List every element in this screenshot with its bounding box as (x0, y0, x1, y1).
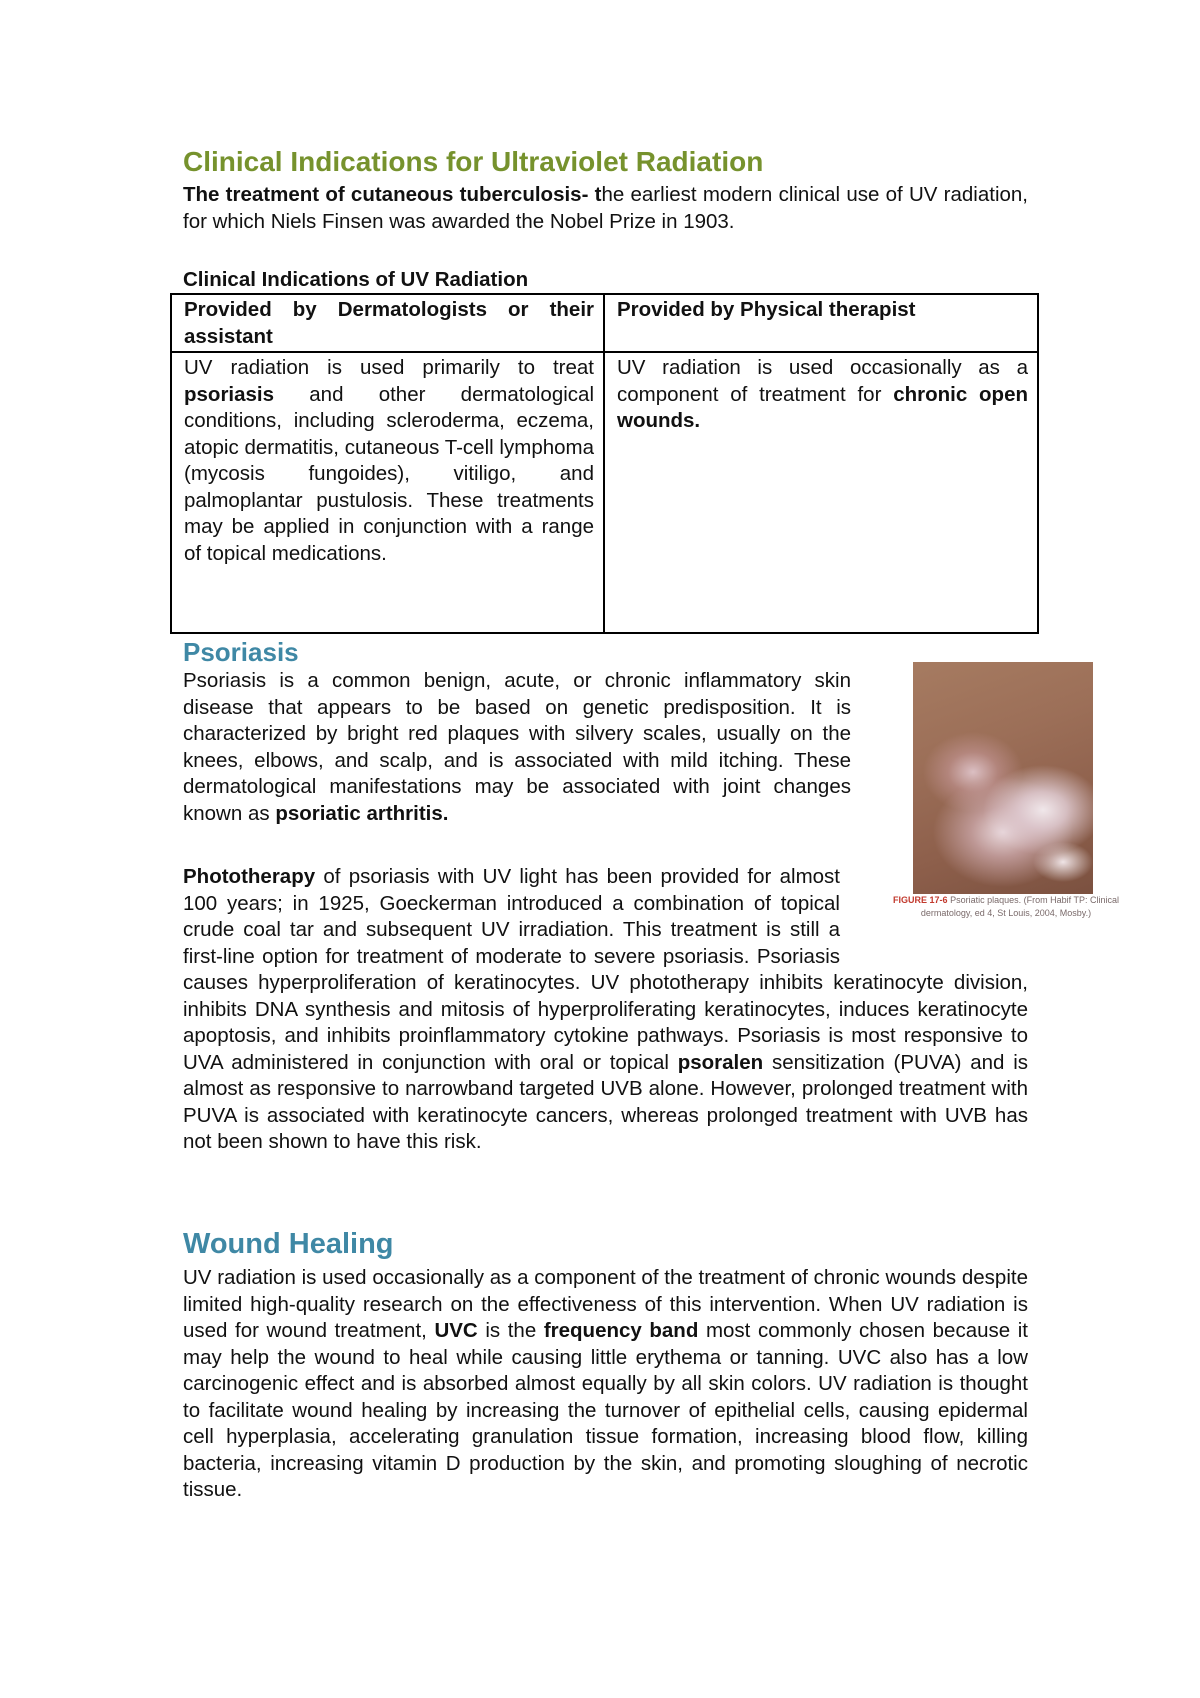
intro-lead: The treatment of cutaneous tuberculosis- t (183, 183, 602, 206)
wound-healing-heading: Wound Healing (183, 1228, 394, 1260)
figure-caption (886, 894, 1126, 920)
document-title: Clinical Indications for Ultraviolet Radiation (183, 146, 764, 177)
psoriasis-heading: Psoriasis (183, 637, 299, 667)
table-header-row (171, 294, 1038, 352)
paragraph-bold: frequency band (543, 1319, 699, 1342)
cell-text: and other dermatological conditions, including scleroderma, eczema, atopic dermatitis, cutaneous T-cell lymphoma (mycosis fungoides), vitiligo, and palmoplantar pustulosis. These treatments may be applied in conjunction with a range of topical medications. (184, 382, 594, 565)
paragraph-text: UV radiation is used occasionally as a component of the treatment of chronic wounds despite limited high-quality research on the effectiveness of this intervention. When UV radiation is used for wound treatment, (183, 1266, 1028, 1342)
figure-label: FIGURE 17-6 (893, 895, 948, 905)
table-cell-dermatologists (171, 352, 604, 633)
cell-bold: chronic open wounds. (617, 382, 1028, 433)
figure-caption-text: Psoriatic plaques. (From Habif TP: Clinical dermatology, ed 4, St Louis, 2004, Mosby.) (920, 895, 1119, 918)
table-caption: Clinical Indications of UV Radiation (183, 268, 529, 291)
paragraph-text: is the (477, 1319, 544, 1342)
intro-rest: he earliest modern clinical use of UV radiation, for which Niels Finsen was awarded the Nobel Prize in 1903. (183, 183, 1029, 233)
table-row (171, 352, 1038, 633)
psoriasis-figure (886, 662, 1126, 924)
table-header-physical-therapist: Provided by Physical therapist (604, 294, 1038, 352)
indications-table (170, 293, 1039, 634)
paragraph-bold: psoralen (677, 1050, 764, 1074)
paragraph-text: of psoriasis with UV light has been provided for almost 100 years; in 1925, Goeckerman introduced a combination of topical crude coal tar and subsequent UV irradiation. This treatment is still a first-line option for treatment of moderate to severe psoriasis. Psoriasis causes hyperproliferation of keratinocytes. UV phototherapy inhibits keratinocyte division, inhibits DNA synthesis and mitosis of hyperproliferating keratinocytes, induces keratinocyte apoptosis, and inhibits proinflammatory cytokine pathways. Psoriasis is most responsive to UVA administered in conjunction with oral or topical (183, 865, 1028, 1074)
paragraph-text: Psoriasis is a common benign, acute, or chronic inflammatory skin disease that appears to be based on genetic predisposition. It is characterized by bright red plaques with silvery scales, usually on the knees, elbows, and scalp, and is associated with mild itching. These dermatological manifestations may be associated with joint changes known as (183, 669, 851, 825)
paragraph-bold: UVC (434, 1319, 478, 1342)
paragraph-bold: psoriatic arthritis. (275, 801, 449, 825)
table-cell-physical-therapist (604, 352, 1038, 633)
paragraph-text: sensitization (PUVA) and is almost as responsive to narrowband targeted UVB alone. However, prolonged treatment with PUVA is associated with keratinocyte cancers, whereas prolonged treatment with UVB has not been shown to have this risk. (183, 1050, 1028, 1153)
paragraph-bold: Phototherapy (183, 865, 316, 888)
psoriasis-paragraph-1 (183, 668, 851, 827)
cell-bold: psoriasis (184, 382, 275, 406)
cell-text: UV radiation is used occasionally as a component of treatment for (617, 356, 1028, 406)
psoriatic-plaques-photo (913, 662, 1093, 894)
cell-text: UV radiation is used primarily to treat (184, 356, 594, 380)
intro-paragraph (183, 182, 1028, 235)
wound-healing-paragraph (183, 1265, 1028, 1504)
paragraph-text: most commonly chosen because it may help the wound to heal while causing little erythema or tanning. UVC also has a low carcinogenic effect and is absorbed almost equally by all skin colors. UV radiation is thought to facilitate wound healing by increasing the turnover of epithelial cells, causing epidermal cell hyperplasia, accelerating granulation tissue formation, increasing blood flow, killing bacteria, increasing vitamin D production by the skin, and promoting sloughing of necrotic tissue. (183, 1319, 1029, 1501)
table-header-dermatologists: Provided by Dermatologists or their assistant (171, 294, 604, 352)
